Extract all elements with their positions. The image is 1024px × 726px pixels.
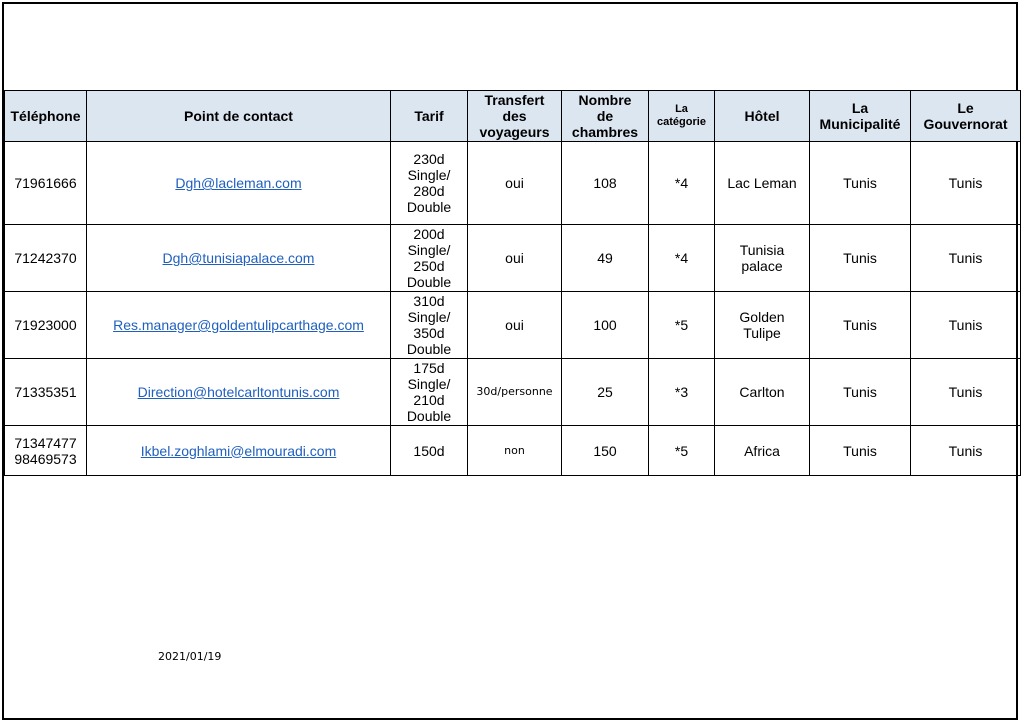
cell-chambres: 108 [562,142,649,225]
header-row [5,91,1021,142]
contact-email-link[interactable]: Direction@hotelcarltontunis.com [87,359,391,426]
cell-hotel: Tunisia palace [715,225,810,292]
header-telephone: Téléphone [5,91,87,142]
cell-hotel: Golden Tulipe [715,292,810,359]
cell-municipalite: Tunis [810,142,911,225]
cell-telephone: 71242370 [5,225,87,292]
table-row [5,426,1021,476]
cell-categorie: *5 [649,426,715,476]
cell-telephone: 71961666 [5,142,87,225]
cell-municipalite: Tunis [810,359,911,426]
cell-tarif: 310d Single/ 350d Double [391,292,468,359]
cell-categorie: *3 [649,359,715,426]
cell-gouvernorat: Tunis [911,359,1021,426]
cell-chambres: 100 [562,292,649,359]
cell-chambres: 49 [562,225,649,292]
contact-email-link[interactable]: Ikbel.zoghlami@elmouradi.com [87,426,391,476]
header-gouvernorat: Le Gouvernorat [911,91,1021,142]
cell-telephone: 71335351 [5,359,87,426]
cell-categorie: *4 [649,142,715,225]
cell-transfert: oui [468,142,562,225]
header-chambres: Nombre de chambres [562,91,649,142]
cell-transfert: oui [468,292,562,359]
cell-hotel: Lac Leman [715,142,810,225]
contact-email-link[interactable]: Dgh@tunisiapalace.com [87,225,391,292]
cell-hotel: Africa [715,426,810,476]
cell-categorie: *5 [649,292,715,359]
header-contact: Point de contact [87,91,391,142]
cell-transfert: non [468,426,562,476]
cell-hotel: Carlton [715,359,810,426]
cell-municipalite: Tunis [810,292,911,359]
table-row [5,142,1021,225]
cell-municipalite: Tunis [810,426,911,476]
cell-tarif: 175d Single/ 210d Double [391,359,468,426]
cell-tarif: 150d [391,426,468,476]
header-transfert: Transfert des voyageurs [468,91,562,142]
table-row [5,359,1021,426]
cell-transfert: 30d/personne [468,359,562,426]
contact-email-link[interactable]: Res.manager@goldentulipcarthage.com [87,292,391,359]
cell-chambres: 25 [562,359,649,426]
hotels-table [4,90,1021,476]
cell-gouvernorat: Tunis [911,426,1021,476]
cell-tarif: 200d Single/ 250d Double [391,225,468,292]
header-categorie: La catégorie [649,91,715,142]
cell-telephone: 71347477 98469573 [5,426,87,476]
cell-gouvernorat: Tunis [911,142,1021,225]
cell-chambres: 150 [562,426,649,476]
table-row [5,292,1021,359]
contact-email-link[interactable]: Dgh@lacleman.com [87,142,391,225]
cell-gouvernorat: Tunis [911,292,1021,359]
table-row [5,225,1021,292]
cell-tarif: 230d Single/ 280d Double [391,142,468,225]
cell-categorie: *4 [649,225,715,292]
header-municipalite: La Municipalité [810,91,911,142]
document-date: 2021/01/19 [158,650,222,663]
header-tarif: Tarif [391,91,468,142]
header-hotel: Hôtel [715,91,810,142]
cell-transfert: oui [468,225,562,292]
cell-telephone: 71923000 [5,292,87,359]
cell-municipalite: Tunis [810,225,911,292]
cell-gouvernorat: Tunis [911,225,1021,292]
